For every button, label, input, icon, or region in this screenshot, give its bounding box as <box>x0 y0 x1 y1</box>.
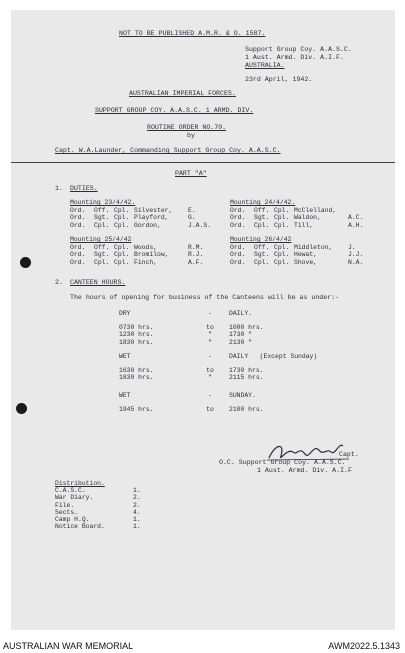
duty-block-3 <box>70 236 218 266</box>
duties-heading: DUTIES. <box>70 185 98 192</box>
document-page <box>11 10 395 630</box>
duty-row: Ord. Sgt. Cpl. Waldon, A.C. <box>230 214 364 222</box>
hours-row: 1830 hrs. " 2130 " <box>119 338 253 346</box>
duty-block-1 <box>70 199 218 229</box>
signature-rank: Capt. <box>339 451 359 458</box>
duty-block-heading: Mounting 24/4/42. <box>230 199 296 206</box>
duty-row: Ord. Off. Cpl. Silvester, E. <box>70 206 196 214</box>
hours-section-heading: WET - SUNDAY. <box>119 392 256 399</box>
archive-footer <box>0 640 405 653</box>
canteen-intro: The hours of opening for business of the Canteens will be as under:- <box>70 294 340 301</box>
punch-hole-top <box>20 257 31 268</box>
duty-block-4 <box>230 236 378 266</box>
commanding-officer: Capt. W.A.Launder, Commanding Support Group Coy. A.A.S.C. <box>55 147 281 154</box>
distribution-row: Notice Board. 1. <box>55 523 141 531</box>
unit-address-line1: Support Group Coy. A.A.S.C. <box>245 46 352 53</box>
distribution-row: File. 2. <box>55 501 141 509</box>
footer-accession-number: AWM2022.5.1343 <box>328 641 400 651</box>
distribution-row: War Diary. 2. <box>55 494 141 502</box>
force-title: AUSTRALIAN IMPERIAL FORCES. <box>129 90 236 97</box>
distribution-list <box>55 480 141 530</box>
order-by: by <box>187 132 195 139</box>
part-heading: PART "A" <box>175 170 207 177</box>
canteen-wet-sunday-section <box>119 392 349 413</box>
duty-row: Ord. Sgt. Cpl. Bromilow, R.J. <box>70 251 204 259</box>
hours-section-heading: WET - DAILY (Except Sunday) <box>119 353 318 360</box>
hours-row: 0730 hrs. to 1000 hrs. <box>119 323 264 331</box>
distribution-row: C.A.S.C. 1. <box>55 487 141 495</box>
duty-row: Ord. Cpl. Cpl. Gordon, J.A.S. <box>70 221 212 229</box>
duties-number: 1. <box>55 185 63 192</box>
canteen-dry-section <box>119 310 349 346</box>
order-date: 23rd April, 1942. <box>245 76 313 83</box>
duty-row: Ord. Cpl. Cpl. Shove, N.A. <box>230 258 364 266</box>
distribution-row: Camp H.Q. 1. <box>55 516 141 524</box>
duty-block-heading: Mounting 23/4/42. <box>70 199 136 206</box>
restriction-notice: NOT TO BE PUBLISHED A.M.R. & O. 1587. <box>119 30 266 37</box>
duty-row: Ord. Off. Cpl. McClelland, <box>230 206 337 214</box>
canteen-wet-section <box>119 353 349 382</box>
hours-section-heading: DRY - DAILY. <box>119 310 253 317</box>
duty-row: Ord. Cpl. Cpl. Till, A.H. <box>230 221 364 229</box>
unit-title: SUPPORT GROUP COY. A.A.S.C. 1 ARMD. DIV. <box>95 107 254 114</box>
footer-institution: AUSTRALIAN WAR MEMORIAL <box>3 641 134 651</box>
divider-rule <box>11 162 395 163</box>
hours-row: 1230 hrs. " 1730 " <box>119 331 253 339</box>
canteen-number: 2. <box>55 279 63 286</box>
duty-block-heading: Mounting 25/4/42 <box>70 236 132 243</box>
duty-row: Ord. Sgt. Cpl. Hewat, J.J. <box>230 251 364 259</box>
duty-block-2 <box>230 199 378 229</box>
unit-address-line2: 1 Aust. Armd. Div. A.I.F. <box>245 54 344 61</box>
unit-address-line3: AUSTRALIA. <box>245 62 285 69</box>
distribution-heading: Distribution. <box>55 480 105 487</box>
duty-block-heading: Mounting 26/4/42 <box>230 236 292 243</box>
signature-line2: 1 Aust. Armd. Div. A.I.F <box>257 467 352 474</box>
duty-row: Ord. Off. Cpl. Woods, R.M. <box>70 243 204 251</box>
hours-row: 1830 hrs. " 2115 hrs. <box>119 374 264 382</box>
hours-row: 1630 hrs. to 1730 hrs. <box>119 366 264 374</box>
duty-row: Ord. Off. Cpl. Middleton, J. <box>230 243 356 251</box>
order-title: ROUTINE ORDER NO.70. <box>147 124 227 131</box>
distribution-row: Sects. 4. <box>55 508 141 516</box>
punch-hole-bottom <box>16 403 27 414</box>
duty-row: Ord. Sgt. Cpl. Playford, G. <box>70 214 196 222</box>
canteen-heading: CANTEEN HOURS. <box>70 279 126 286</box>
hours-row: 1945 hrs. to 2100 hrs. <box>119 405 264 413</box>
duty-row: Ord. Cpl. Cpl. Finch, A.F. <box>70 258 204 266</box>
signature-line1: O.C. Support Group Coy. A.A.S.C. <box>219 459 346 466</box>
